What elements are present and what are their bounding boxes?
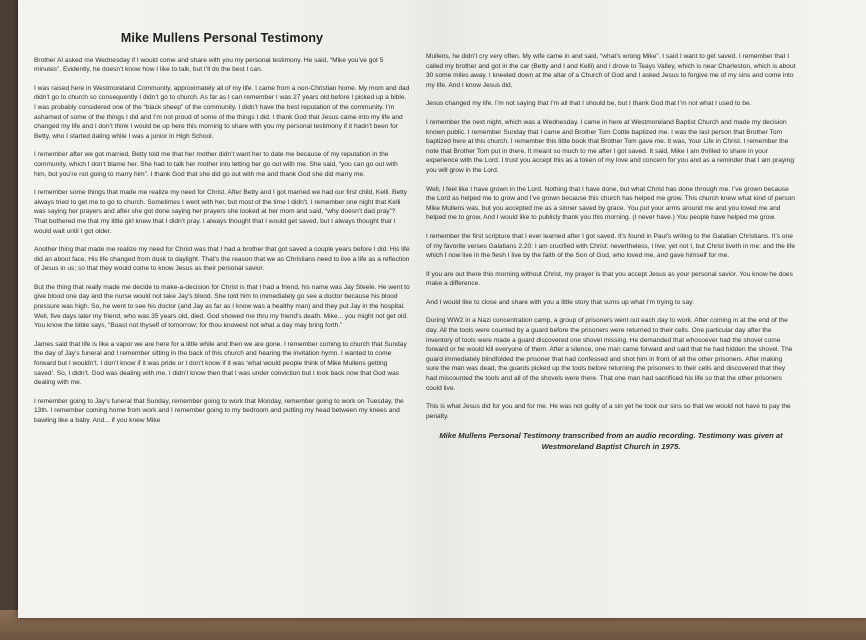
paragraph: But the thing that really made me decide to make-a-decision for Christ is that I had a friend, his name was Jay Steele. He went to give blood one day and the nurse would not take Jay’s blood. She told him to immediately go see a doctor because his blood pressure was high. So, he went to see his doctor (and Jay as far as I know was a healthy man) and they put Jay in the hospital. Well, five days later my friend, who was 35 years old, died. God showed me thru my friend’s death. Mike... you might not get old. You know the bible says, “Boast not thyself of tomorrow; for thou knowest not what a day may bring forth.” [34,283,410,330]
paragraph: Brother Al asked me Wednesday if I would come and share with you my personal testimony. He said, “Mike you’ve got 5 minutes”. Evidently, he doesn’t know how I like to talk, but I’ll do the best I can. [34,56,384,74]
scripture-paragraph: I remember the first scripture that I ever learned after I got saved. It’s found in Paul’s writing to the Galatian Christians. It’s one of my favorite verses Galatians 2:20: I am crucified with Christ: nevertheless, I live; yet not I, but Christ liveth in me: and the life which I now live in the flesh I live by the faith of the Son of God, who loved me, and gave himself for me. [426,232,796,260]
paragraph: Mullens, he didn’t cry very often. My wife came in and said, “what’s wrong Mike”. I said I want to get saved. I remember that I called my brother and got in the car (Betty and I and Kelli) and I drove to Teays Valley, which is near Charleston, which is about 30 some miles away. I kneeled down at the altar of a Church of God and I asked Jesus to forgive me of my sins and come into my life. And I know Jesus did. [426,53,796,89]
paragraph: I remember some things that made me realize my need for Christ. After Betty and I got married we had our first child, Kelli. Betty always tried to get me to go to church. Sometimes I went with her, but most of the time I didn’t. I remember one night that Kelli was saying her prayers and after she got done saying her prayers she looked at her mom and said, “why doesn’t dad pray”? That bothered me that my little girl knew that I didn’t pray. I always thought that I would get saved, but I always thought that I would wait until I got older. [34,189,408,235]
paragraph: Another thing that made me realize my need for Christ was that I had a brother that got saved a couple years before I did. His life did an about face. His life changed from dusk to daylight. That’s the reason that we as Christians need to live a life as a reflection of Jesus in us; so that they would come to know Jesus as their personal savior. [34,246,410,273]
paragraph: During WW2 in a Nazi concentration camp, a group of prisoners went out each day to work. After coming in at the end of the day. All the tools were counted by a guard before the prisoners were returned to their cells. One particular day after the inventory of tools were made a guard discovered one shovel missing. He demanded that whosoever had the shovel come forward or he would kill everyone of them. After a silence, one man came forward and said that he had hidden the shovel. The guard immediately blindfolded the prisoner that had confessed and shot him in front of all the other prisoners. After making sure the man was dead, the guards picked up the tools before returning the prisoners to their cells and discovered that they had miscounted the tools and all of the shovels were there. That one man had sacrificed his life so that the other prisoners could live. [426,317,793,392]
document-title: Mike Mullens Personal Testimony [120,31,324,45]
paragraph: I was raised here in Westmoreland Community, approximately all of my life. I came from a non-Christian home. My mom and dad didn’t go to church so consequently I didn’t go to church. As far as I can remember I was 27 years old before I picked up a bible. I was probably considered one of the “black sheep” of the community. I didn’t have the best reputation of the community. I’m ashamed of some of the things I did and I’m not proud of some of the things I did. I thank God that Jesus came into my life and changed my life and I don’t think I would be up here this morning to share with you my personal testimony if it hadn’t been for Betty, who I started dating while I was a junior in High School. [34,84,410,140]
paragraph: Jesus changed my life. I’m not saying that I’m all that I should be, but I thank God that I’m not what I used to be. [426,100,752,108]
paragraph: Well, I feel like I have grown in the Lord. Nothing that I have done, but what Christ has done through me. I’ve grown because the Lord as helped me to grow and I’ve grown because this church has helped me grow. This church knew what kind of person Mike Mullens was, but you accepted me as a sinner saved by grace. You put your arms around me and you loved me and helped me to grow. And I would like to publicly thank you this morning. (I never have.) You people have helped me grow. [426,185,795,222]
paragraph: I remember after we got married, Betty told me that her mother didn’t want her to date me because of my reputation in the community, which I don’t blame her. She had to talk her mother into letting her go out with me. She said, “you can go out with him, but you’re not going to marry him”. I thank God that she did go out with me and thank God she did marry me. [34,151,398,178]
paragraph: I remember the next night, which was a Wednesday. I came in here at Westmoreland Baptist Church and made my decision known public. I remember Sunday that I came and Brother Tom Cottle baptized me. I was the last person that Brother Tom baptized here at this church. I remember this little book that Brother Tom gave me. It was, Your Life in Christ. I remember the note that Brother Tom put in there. It meant so much to me after I got saved. It said, Mike I am thrilled to share in your experience with the Lord. I trust you accept this as a token of my love and concern for you and as a reminder that I am praying you will grow in the Lord. [426,118,794,174]
closing-note: Mike Mullens Personal Testimony transcribed from an audio recording. Testimony was given at Westmoreland Baptist Church in 1975. [439,431,783,451]
paragraph: If you are out there this morning without Christ, my prayer is that you accept Jesus as your personal savior. You know he does make a difference. [426,270,793,288]
paragraph: I remember going to Jay’s funeral that Sunday, remember going to work that Monday, remember going to work on Tuesday, the 13th. I remember coming home from work and I remember going to my bedroom and putting my head between my knees and bawling like a baby. And... if you knew Mike [34,397,404,424]
right-column [426,0,796,461]
left-column [34,0,410,435]
paragraph: And I would like to close and share with you a little story that sums up what I’m trying to say: [426,298,695,306]
paragraph: James said that life is like a vapor we are here for a little while and then we are gone. I remember coming to church that Sunday the day of Jay’s funeral and I remember sitting in the back of this church and hearing the invitation hymn. I wanted to come forward but I wouldn’t. I don’t know if it was pride or I don’t know if it was ‘what would people think of Mike Mullens getting saved’. So, I didn’t. God was dealing with me. I didn’t know then that I was under conviction but I look back now that God was dealing with me. [34,340,407,387]
paragraph: This is what Jesus did for you and for me. He was not guilty of a sin yet he took our sins so that we would not have to pay the penalty. [426,403,791,420]
